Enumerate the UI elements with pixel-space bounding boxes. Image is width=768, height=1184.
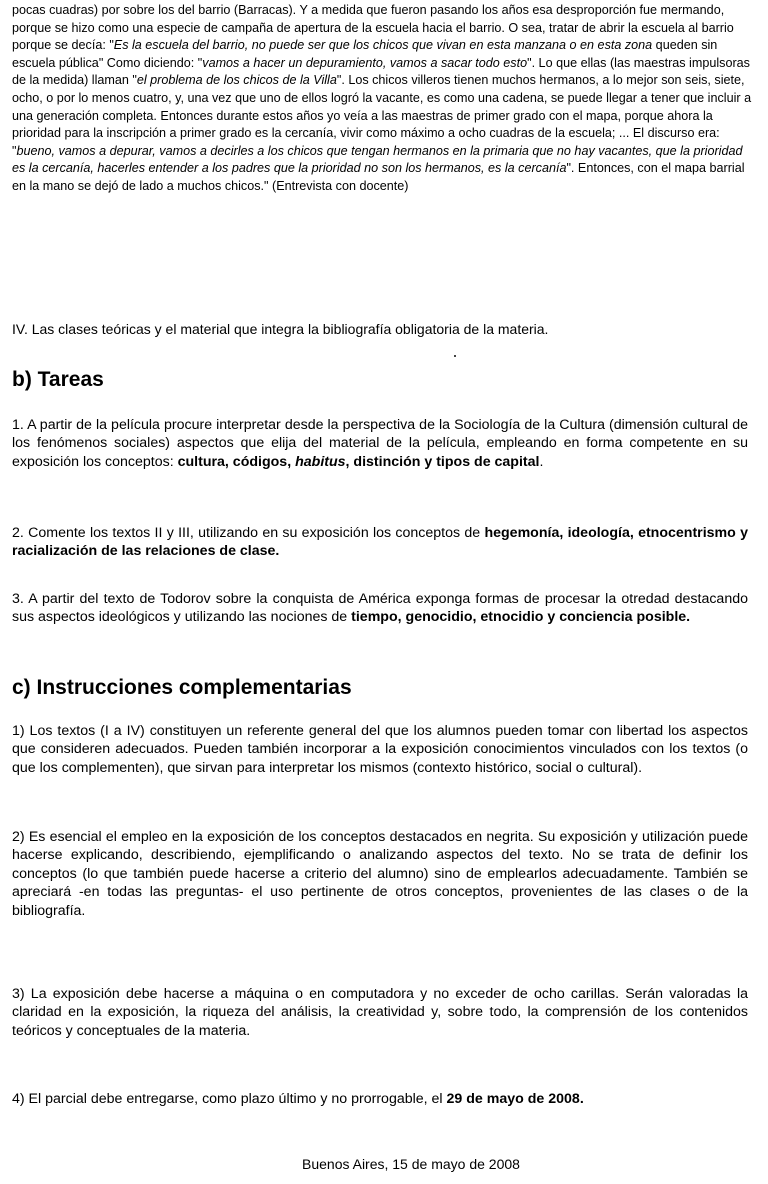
quote-italic: vamos a hacer un depuramiento, vamos a sacar todo esto: [202, 55, 528, 70]
quote-text: ". Los chicos villeros tienen muchos hermanos, a lo mejor son seis, siete, ocho, o por lo menos cuatro, y, una vez que uno de ellos logró la vacante, es como una cadena, se puede llegar a tener que incluir a una generación completa. Entonces durante estos años yo veía a las maestras de primer grado con el mapa, porque ahora la prioridad para la inscripción a primer grado es la cercanía, vivir como máximo a ocho cuadras de la escuela; ... El discurso era: ": [12, 73, 752, 158]
quote-text: queden sin escuela pública" Como diciendo: ": [12, 38, 718, 70]
task-1: 1. A partir de la película procure interpretar desde la perspectiva de la Sociología de la Cultura (dimensión cultural de los fenómenos sociales) aspectos que elija del material de la película, empleando en forma competente en su exposición los conceptos: cultura, códigos, habitus, distinción y tipos de capital.: [12, 417, 748, 470]
quote-italic: Es la escuela del barrio, no puede ser que los chicos que vivan en esta manzana o en esta zona: [113, 38, 653, 53]
instruction-1: 1) Los textos (I a IV) constituyen un referente general del que los alumnos pueden tomar con libertad los aspectos que consideren adecuados. Pueden también incorporar a la exposición conocimientos vinculados con los textos (o que los complementen), que sirvan para interpretar los mismos (contexto histórico, social o cultural).: [12, 723, 748, 776]
task-3: 3. A partir del texto de Todorov sobre la conquista de América exponga formas de procesar la otredad destacando sus aspectos ideológicos y utilizando las nociones de tiempo, genocidio, etnocidio y conciencia posible.: [12, 591, 748, 626]
quote-italic: bueno, vamos a depurar, vamos a decirles a los chicos que tengan hermanos en la primaria que no hay vacantes, que la prioridad es la cercanía, hacerles entender a los padres que la prioridad no son los hermanos, es la cercanía: [12, 143, 743, 176]
quote-text: ". Entonces, con el mapa barrial en la mano se dejó de lado a muchos chicos." (Entrevista con docente): [12, 161, 745, 193]
bibliography-item-iv: IV. Las clases teóricas y el material que integra la bibliografía obligatoria de la materia.: [12, 321, 549, 337]
quote-text: pocas cuadras) por sobre los del barrio (Barracas). Y a medida que fueron pasando los años esa desproporción fue mermando, porque se hizo como una especie de campaña de apertura de la escuela hacia el barrio. O sea, tratar de abrir la escuela al barrio porque se decía: ": [12, 3, 734, 53]
place-and-date: Buenos Aires, 15 de mayo de 2008: [302, 1156, 520, 1172]
instruction-3: 3) La exposición debe hacerse a máquina o en computadora y no exceder de ocho carillas. Serán valoradas la claridad en la exposición, la riqueza del análisis, la creatividad y, sobre todo, la comprensión de los contenidos teóricos y conceptuales de la materia.: [12, 986, 748, 1039]
quote-italic: el problema de los chicos de la Villa: [136, 73, 337, 88]
instruction-2: 2) Es esencial el empleo en la exposición de los conceptos destacados en negrita. Su exposición y utilización puede hacerse explicando, describiendo, ejemplificando o analizando aspectos del texto. No se trata de definir los conceptos (lo que también puede hacerse a criterio del alumno) sino de emplearlos adecuadamente. También se apreciará -en todas las preguntas- el uso pertinente de otros conceptos, provenientes de las clases o de la bibliografía.: [12, 829, 748, 919]
task-2: 2. Comente los textos II y III, utilizando en su exposición los conceptos de hegemonía, ideología, etnocentrismo y racialización de las relaciones de clase.: [12, 525, 748, 560]
section-heading-instrucciones: c) Instrucciones complementarias: [12, 676, 352, 699]
section-heading-tareas: b) Tareas: [12, 368, 104, 391]
interview-quote: [12, 2, 754, 196]
scan-speck: [454, 355, 456, 357]
quote-text: ". Lo que ellas (las maestras impulsoras de la medida) llaman ": [12, 55, 750, 88]
instruction-4: 4) El parcial debe entregarse, como plazo último y no prorrogable, el 29 de mayo de 2008.: [12, 1091, 584, 1107]
